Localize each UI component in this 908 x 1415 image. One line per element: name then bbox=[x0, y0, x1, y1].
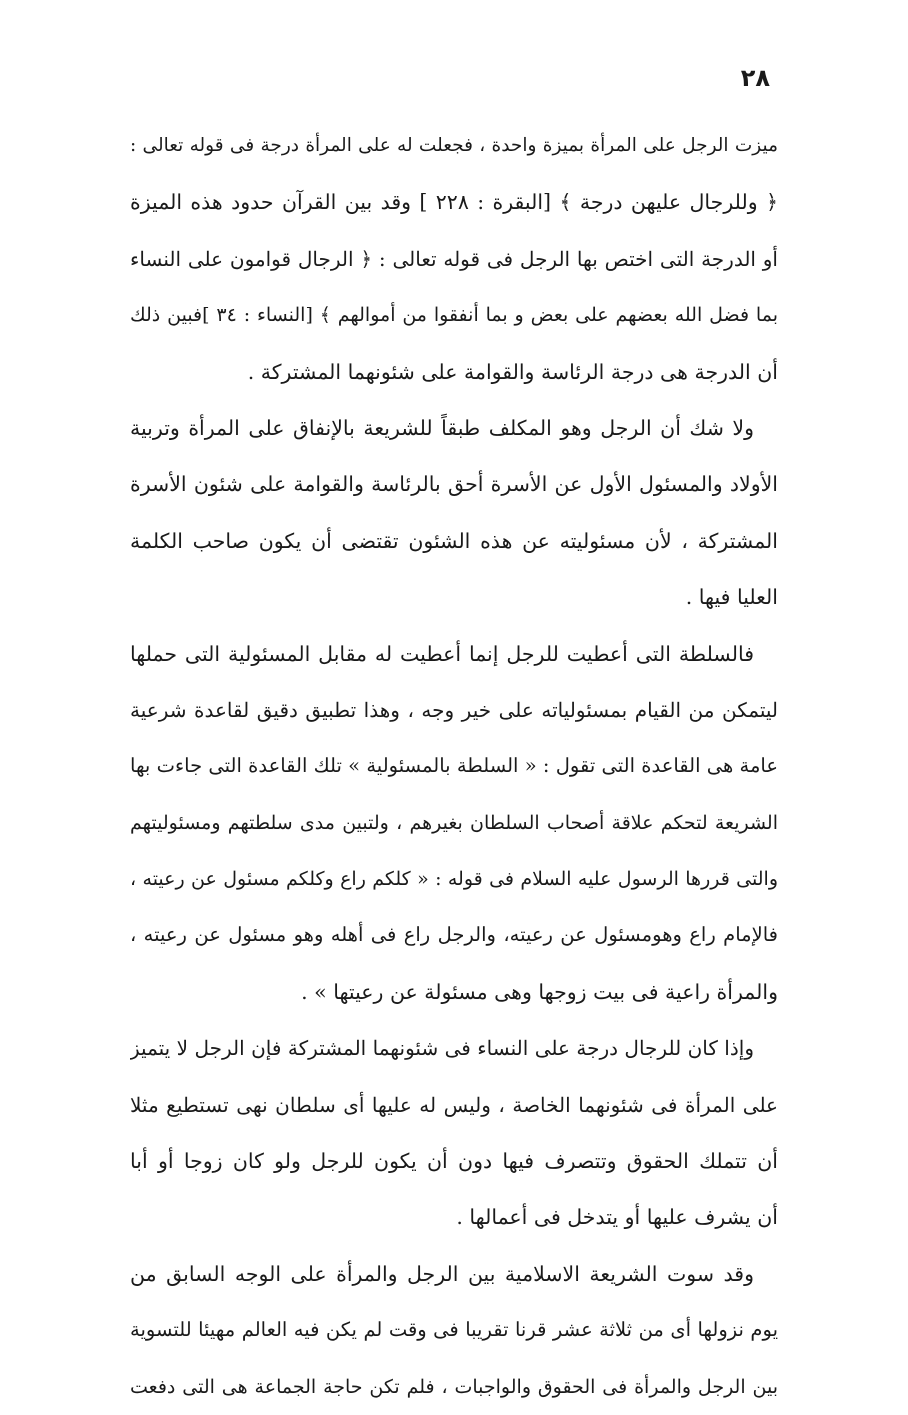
text-line: ميزت الرجل على المرأة بميزة واحدة ، فجعلت له على المرأة درجة فى قوله تعالى : bbox=[130, 135, 778, 156]
text-line: فالإمام راع وهومسئول عن رعيته، والرجل راع فى أهله وهو مسئول عن رعيته ، bbox=[130, 923, 778, 947]
text-line: يوم نزولها أى من ثلاثة عشر قرنا تقريبا فى وقت لم يكن فيه العالم مهيئا للتسوية bbox=[130, 1318, 778, 1342]
text-line: المشتركة ، لأن مسئوليته عن هذه الشئون تقتضى أن يكون صاحب الكلمة bbox=[130, 528, 778, 553]
text-line: وقد سوت الشريعة الاسلامية بين الرجل والمرأة على الوجه السابق من bbox=[130, 1261, 754, 1286]
text-line: العليا فيها . bbox=[685, 585, 778, 610]
text-line: على المرأة فى شئونهما الخاصة ، وليس له عليها أى سلطان نهى تستطيع مثلا bbox=[130, 1092, 778, 1117]
text-line: أن يشرف عليها أو يتدخل فى أعمالها . bbox=[456, 1205, 778, 1230]
text-line: وإذا كان للرجال درجة على النساء فى شئونهما المشتركة فإن الرجل لا يتميز bbox=[130, 1036, 754, 1061]
text-line: الشريعة لتحكم علاقة أصحاب السلطان بغيرهم ، ولتبين مدى سلطتهم ومسئوليتهم bbox=[130, 811, 778, 834]
text-line: عامة هى القاعدة التى تقول : « السلطة بالمسئولية » تلك القاعدة التى جاءت بها bbox=[130, 754, 778, 778]
text-line: ﴿ وللرجال عليهن درجة ﴾ [البقرة : ٢٢٨ ] وقد بين القرآن حدود هذه الميزة bbox=[130, 190, 778, 215]
text-line: فالسلطة التى أعطيت للرجل إنما أعطيت له مقابل المسئولية التى حملها bbox=[130, 641, 754, 666]
text-line: بين الرجل والمرأة فى الحقوق والواجبات ، فلم تكن حاجة الجماعة هى التى دفعت bbox=[130, 1375, 778, 1398]
text-line: والمرأة راعية فى بيت زوجها وهى مسئولة عن رعيتها » . bbox=[301, 979, 778, 1004]
text-line: ولا شك أن الرجل وهو المكلف طبقاً للشريعة بالإنفاق على المرأة وتربية bbox=[130, 415, 754, 440]
page-number: ٢٨ bbox=[740, 64, 770, 92]
text-line: أو الدرجة التى اختص بها الرجل فى قوله تعالى : ﴿ الرجال قوامون على النساء bbox=[130, 246, 778, 271]
text-line: بما فضل الله بعضهم على بعض و بما أنفقوا من أموالهم ﴾ [النساء : ٣٤ ]فبين ذلك bbox=[130, 304, 778, 327]
text-line: أن الدرجة هى درجة الرئاسة والقوامة على شئونهما المشتركة . bbox=[247, 359, 778, 384]
text-line: أن تتملك الحقوق وتتصرف فيها دون أن يكون للرجل ولو كان زوجا أو أبا bbox=[130, 1149, 778, 1174]
text-line: ليتمكن من القيام بمسئولياته على خير وجه ، وهذا تطبيق دقيق لقاعدة شرعية bbox=[130, 697, 778, 722]
text-line: والتى قررها الرسول عليه السلام فى قوله : « كلكم راع وكلكم مسئول عن رعيته ، bbox=[130, 868, 778, 891]
body-text bbox=[130, 118, 778, 1415]
text-line: الأولاد والمسئول الأول عن الأسرة أحق بالرئاسة والقوامة على شئون الأسرة bbox=[130, 472, 778, 497]
